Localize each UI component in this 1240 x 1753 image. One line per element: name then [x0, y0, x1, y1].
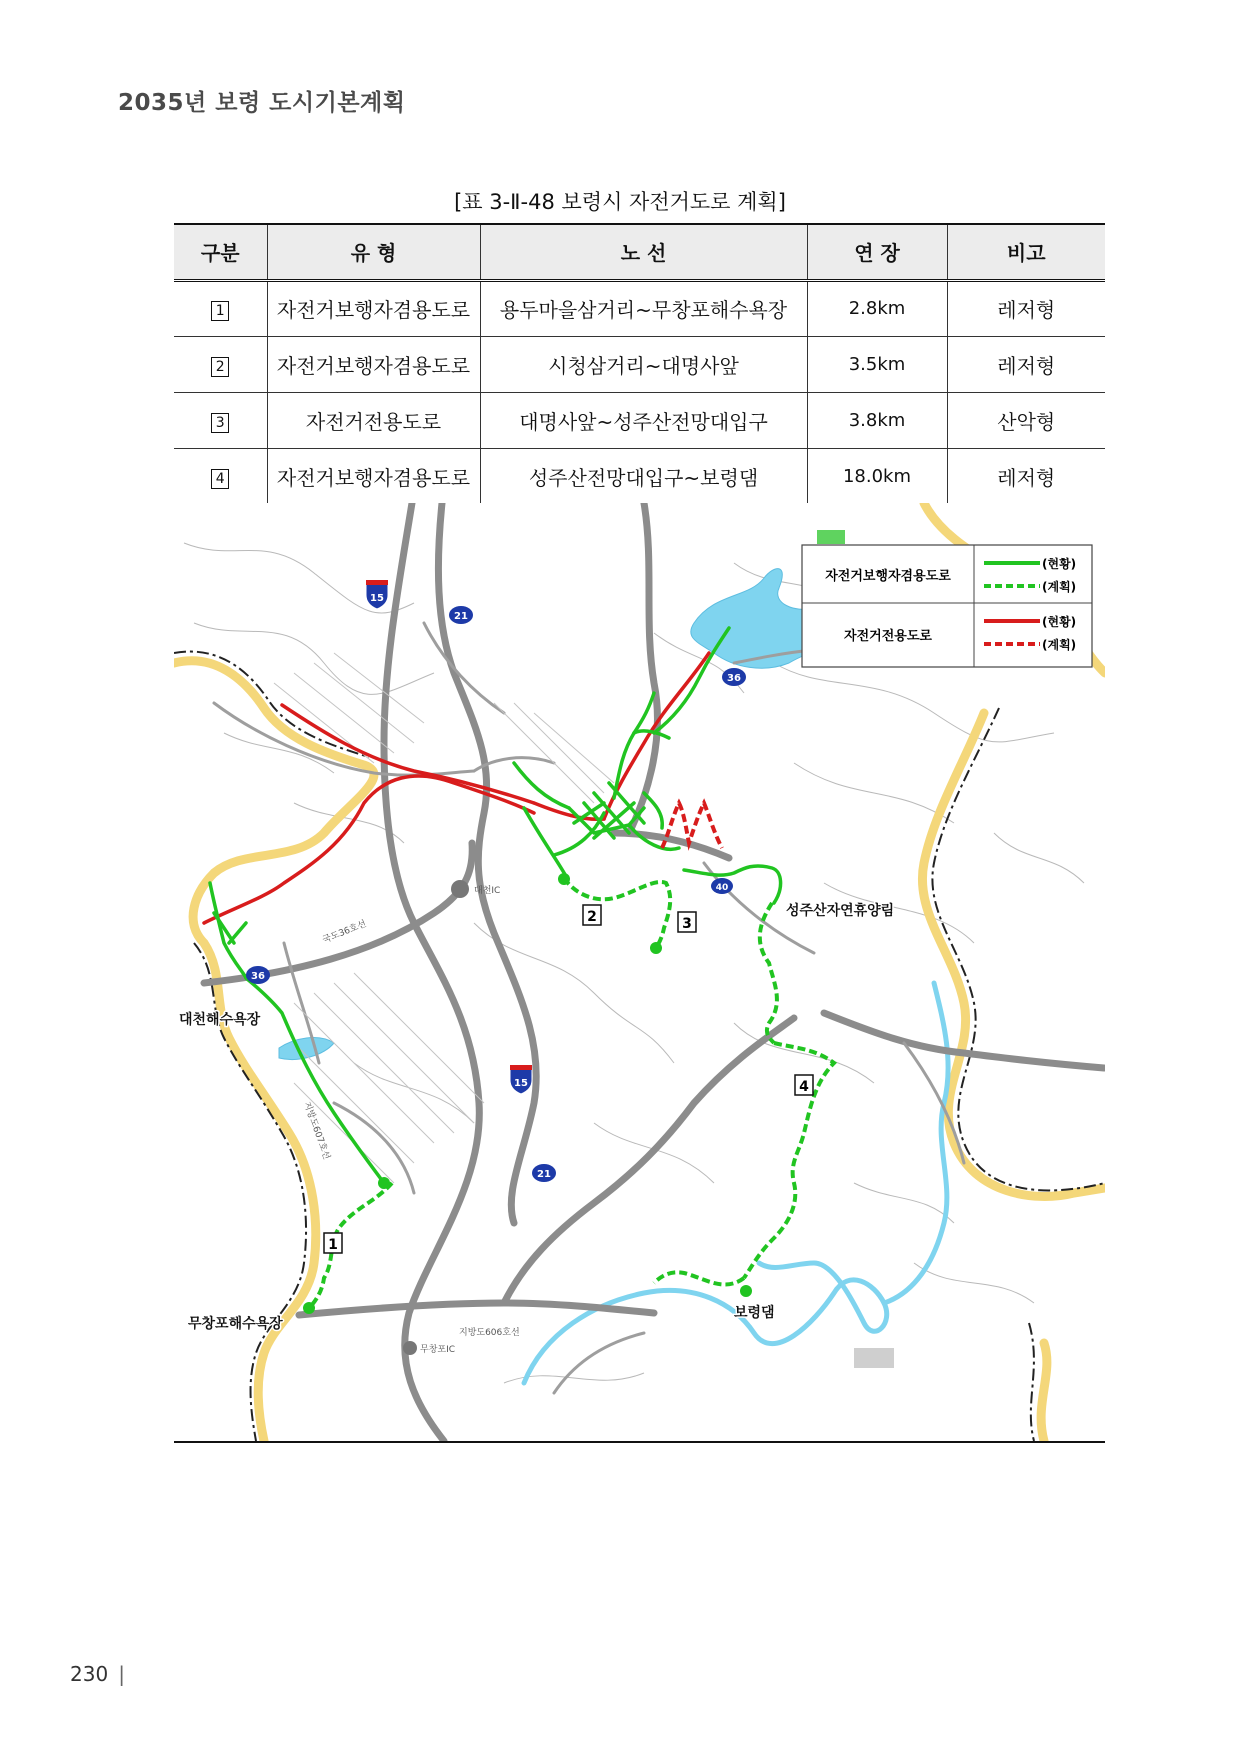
- route-label-text: 1: [328, 1237, 338, 1253]
- map-svg: [174, 503, 1105, 1441]
- route-type-cell: 자전거보행자겸용도로: [267, 336, 480, 392]
- route-number-cell: [174, 448, 267, 504]
- document-header-title: 2035년 보령 도시기본계획: [118, 90, 406, 116]
- river: [524, 983, 948, 1383]
- route-number-cell: [174, 280, 267, 336]
- route-type-cell: 자전거보행자겸용도로: [267, 448, 480, 504]
- route-label-3: [678, 912, 696, 932]
- route-label-text: 2: [587, 909, 597, 925]
- route-number-box: 1: [211, 301, 229, 321]
- road-shield-36-west: [246, 966, 270, 984]
- route-number-box: 3: [211, 413, 229, 433]
- route-label-text: 4: [799, 1079, 809, 1095]
- map-patch: [817, 530, 845, 544]
- route-type-cell: 자전거보행자겸용도로: [267, 280, 480, 336]
- route-label-4: [795, 1075, 813, 1095]
- table-caption: [표 3-Ⅱ-48 보령시 자전거도로 계획]: [454, 190, 786, 214]
- bike-road-map: [174, 503, 1105, 1443]
- route-note-cell: 레저형: [947, 336, 1105, 392]
- page-number-value: 230: [70, 1662, 109, 1686]
- table-row: [174, 448, 1105, 504]
- table-header-row: [174, 224, 1105, 280]
- page-number-separator: |: [118, 1662, 125, 1686]
- route-path-cell: 대명사앞~성주산전망대입구: [480, 392, 807, 448]
- shield-label: 21: [454, 611, 468, 622]
- header-length: 연 장: [807, 224, 947, 280]
- shield-label: 21: [537, 1169, 551, 1180]
- legend-planned-text: (계획): [1042, 638, 1077, 652]
- route-note-cell: 레저형: [947, 280, 1105, 336]
- expressway-shield-center: [510, 1065, 532, 1094]
- label-coastal-road: 지방도607호선: [301, 1100, 332, 1162]
- table-row: [174, 336, 1105, 392]
- place-muchangpo-beach: 무창포해수욕장: [188, 1316, 283, 1332]
- route-number-box: 2: [211, 357, 229, 377]
- header-division: 구분: [174, 224, 267, 280]
- header-route: 노 선: [480, 224, 807, 280]
- route-note-cell: 레저형: [947, 448, 1105, 504]
- header-type: 유 형: [267, 224, 480, 280]
- road-shield-21-top: [449, 606, 473, 624]
- shield-label: 15: [514, 1078, 528, 1089]
- route-label-2: [583, 905, 601, 925]
- map-legend: [802, 545, 1092, 667]
- route-path-cell: 성주산전망대입구~보령댐: [480, 448, 807, 504]
- route-path-cell: 시청삼거리~대명사앞: [480, 336, 807, 392]
- route-label-1: [324, 1233, 342, 1253]
- route-length-cell: 18.0km: [807, 448, 947, 504]
- expressway-shield-top: [366, 580, 388, 609]
- route-length-cell: 3.8km: [807, 392, 947, 448]
- route-length-cell: 2.8km: [807, 280, 947, 336]
- shield-label: 40: [715, 883, 729, 893]
- label-national-road: 국도36호선: [321, 919, 368, 946]
- road-shield-40: [711, 878, 733, 894]
- route-label-text: 3: [682, 916, 692, 932]
- road-shield-36-top: [722, 668, 746, 686]
- legend-existing-text: (현황): [1042, 557, 1077, 571]
- combined-planned: [309, 878, 834, 1308]
- route-note-cell: 산악형: [947, 392, 1105, 448]
- route-number-cell: [174, 392, 267, 448]
- pond: [279, 1038, 334, 1060]
- legend-existing-text: (현황): [1042, 615, 1077, 629]
- table-row: [174, 392, 1105, 448]
- shield-label: 36: [251, 971, 265, 982]
- route-endpoints: [303, 873, 752, 1314]
- route-number-box: 4: [211, 469, 229, 489]
- legend-planned-text: (계획): [1042, 580, 1077, 594]
- shield-label: 36: [727, 673, 741, 684]
- road-shield-21-bottom: [532, 1164, 556, 1182]
- header-note: 비고: [947, 224, 1105, 280]
- label-local-road: 지방도606호선: [459, 1328, 520, 1338]
- interchanges: [403, 880, 469, 1355]
- place-boryeong-dam: 보령댐: [734, 1305, 775, 1321]
- route-type-cell: 자전거전용도로: [267, 392, 480, 448]
- place-daecheon-beach: 대천해수욕장: [179, 1012, 261, 1028]
- shield-label: 15: [370, 593, 384, 604]
- route-number-cell: [174, 336, 267, 392]
- legend-bike-only-label: 자전거전용도로: [844, 629, 932, 644]
- map-patch: [854, 1348, 894, 1368]
- route-path-cell: 용두마을삼거리~무창포해수욕장: [480, 280, 807, 336]
- page-number: [70, 1662, 125, 1686]
- place-seongjusan: 성주산자연휴양림: [786, 903, 895, 919]
- label-muchang-ic: 무창포IC: [420, 1345, 456, 1355]
- bike-road-table-wrapper: [174, 223, 1105, 505]
- bike-road-plan-table: [174, 223, 1105, 505]
- label-daecheon-ic: 대천IC: [474, 886, 501, 896]
- table-row: [174, 280, 1105, 336]
- legend-combined-label: 자전거보행자겸용도로: [825, 569, 951, 584]
- route-length-cell: 3.5km: [807, 336, 947, 392]
